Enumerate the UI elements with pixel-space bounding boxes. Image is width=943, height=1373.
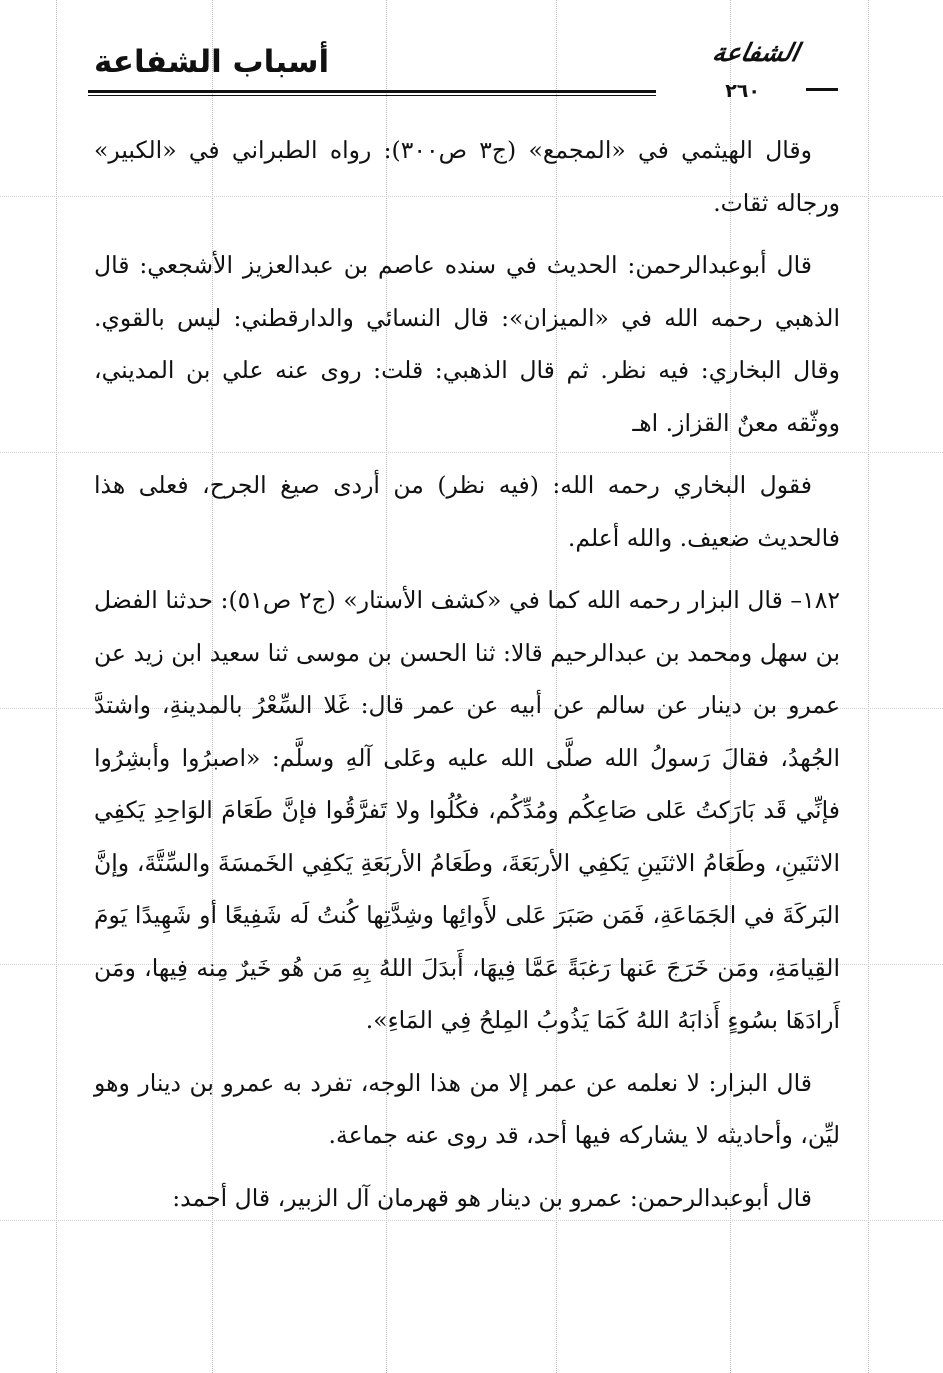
- paragraph: قال أبوعبدالرحمن: الحديث في سنده عاصم بن عبدالعزيز الأشجعي: قال الذهبي رحمه الله في «الميزان»: قال النسائي والدارقطني: ليس بالقوي. وقال البخاري: فيه نظر. ثم قال الذهبي: قلت: روى عنه علي بن المديني، ووثّقه معنٌ القزاز. اهـ: [94, 251, 840, 437]
- header-logo: الشفاعة: [709, 38, 802, 67]
- paragraph: قال أبوعبدالرحمن: عمرو بن دينار هو قهرمان آل الزبير، قال أحمد:: [172, 1183, 812, 1212]
- page-title: أسباب الشفاعة: [94, 44, 330, 80]
- hadith-paragraph: [94, 574, 840, 1047]
- page-number: ٢٦٠: [725, 80, 760, 102]
- paragraph: فقول البخاري رحمه الله: (فيه نظر) من أردى صيغ الجرح، فعلى هذا فالحديث ضعيف. والله أعلم.: [94, 471, 840, 552]
- page-header: [88, 38, 838, 100]
- paragraph: وقال الهيثمي في «المجمع» (ج٣ ص٣٠٠): رواه الطبراني في «الكبير» ورجاله ثقات.: [94, 136, 840, 217]
- hadith-text: قال البزار رحمه الله كما في «كشف الأستار» (ج٢ ص٥١): حدثنا الفضل بن سهل ومحمد بن عبدالرحيم قالا: ثنا الحسن بن موسى ثنا سعيد ابن زيد عن عمرو بن دينار عن سالم عن أبيه عن عمر قال: غَلا السِّعْرُ بالمدينةِ، واشتدَّ الجُهدُ، فقالَ رَسولُ الله صلَّى الله عليه وعَلى آلهِ وسلَّم: «اصبرُوا وأبشِرُوا فإنِّي قَد بَارَكتُ عَلى صَاعِكُم ومُدِّكُم، فكُلُوا ولا تَفرَّقُوا فإنَّ طَعَامَ الوَاحِدِ يَكفِي الاثنَينِ، وطَعَامُ الاثنَينِ يَكفِي الأربَعَةَ، وطَعَامُ الأربَعَةِ يَكفِي الخَمسَةَ والسِّتَّةَ، وإنَّ البَركَةَ في الجَمَاعَةِ، فَمَن صَبَرَ عَلى لأَوائِها وشِدَّتِها كُنتُ لَه شَفِيعًا أو شَهِيدًا يَومَ القِيامَةِ، ومَن خَرَجَ عَنها رَغبَةً عَمَّا فِيهَا، أَبدَلَ اللهُ بِهِ مَن هُو خَيرٌ مِنه فِيها، ومَن أَرادَهَا بسُوءٍ أَذابَهُ اللهُ كَمَا يَذُوبُ المِلحُ فِي المَاءِ».: [94, 586, 840, 1034]
- scan-guide-line: [56, 0, 57, 1373]
- header-logo-underline: [806, 88, 838, 91]
- hadith-number: ١٨٢–: [790, 586, 841, 614]
- page-body: [94, 124, 840, 1234]
- scan-guide-line: [868, 0, 869, 1373]
- paragraph: قال البزار: لا نعلمه عن عمر إلا من هذا الوجه، تفرد به عمرو بن دينار وهو ليِّن، وأحاديثه لا يشاركه فيها أحد، قد روى عنه جماعة.: [94, 1068, 840, 1149]
- header-rule: [88, 90, 656, 93]
- header-rule: [88, 95, 656, 96]
